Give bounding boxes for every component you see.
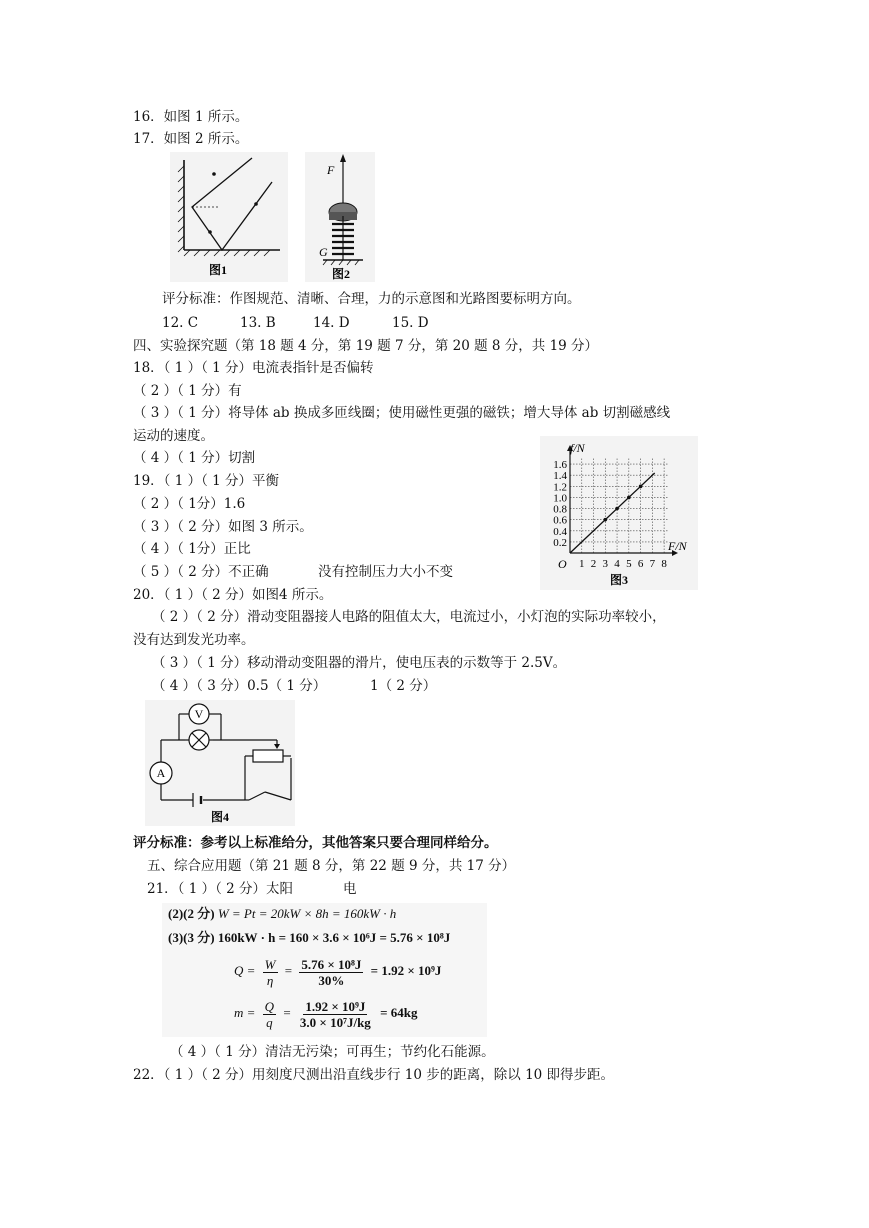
math-m-den2: 3.0 × 10⁷J/kg bbox=[299, 1014, 371, 1030]
answer-19-5: （ 5 ）（ 2 分）不正确 bbox=[133, 564, 269, 580]
chart-y-tick-label: 0.6 bbox=[553, 514, 567, 527]
chart-y-tick-label: 0.2 bbox=[553, 536, 567, 549]
chart-x-tick-label: 5 bbox=[626, 558, 632, 570]
answer-21-1: 21．（ 1 ）（ 2 分）太阳 bbox=[147, 881, 294, 897]
figure-2-spring-force bbox=[305, 152, 375, 282]
math-Q-num2: 5.76 × 10⁸J bbox=[301, 956, 362, 972]
scoring-note-1: 评分标准：作图规范、清晰、合理，力的示意图和光路图要标明方向。 bbox=[162, 291, 581, 307]
chart-y-tick-label: 0.8 bbox=[553, 503, 567, 516]
label-ammeter: A bbox=[156, 766, 166, 780]
figure-1-light-reflection bbox=[170, 152, 288, 282]
math-3 bbox=[168, 929, 450, 947]
math-3-expr: 160kW · h = 160 × 3.6 × 10⁶J = 5.76 × 10⁸J bbox=[217, 930, 451, 945]
answer-20-4-b: 1（ 2 分） bbox=[370, 678, 437, 694]
mc-answer-15: 15. D bbox=[392, 315, 429, 331]
chart-y-tick-label: 1.2 bbox=[553, 481, 567, 494]
math-Q bbox=[234, 955, 441, 988]
figure-3-chart bbox=[540, 436, 698, 590]
scoring-note-2: 评分标准：参考以上标准给分，其他答案只要合理同样给分。 bbox=[133, 835, 498, 851]
answer-18-4: （ 4 ）（ 1 分）切割 bbox=[133, 450, 256, 466]
chart-x-tick-label: 1 bbox=[579, 558, 585, 570]
math-Q-num: W bbox=[264, 956, 276, 972]
figure-2-caption: 图2 bbox=[331, 267, 351, 281]
chart-y-tick-label: 1.4 bbox=[553, 470, 567, 483]
answer-18-3-cont: 运动的速度。 bbox=[133, 428, 214, 444]
chart-data-point bbox=[639, 485, 643, 489]
chart-data-point bbox=[615, 507, 619, 511]
math-2-label: (2)(2 分) bbox=[168, 906, 215, 921]
chart-x-tick-label: 6 bbox=[637, 558, 644, 570]
answer-17: 17．如图 2 所示。 bbox=[133, 131, 249, 147]
math-Q-den: η bbox=[266, 972, 274, 988]
chart-x-tick-label: 4 bbox=[614, 558, 620, 570]
answer-19-4: （ 4 ）（ 1分）正比 bbox=[133, 541, 251, 557]
answer-18-1: 18．（ 1 ）（ 1 分）电流表指针是否偏转 bbox=[133, 360, 374, 376]
section-4-heading: 四、实验探究题（第 18 题 4 分，第 19 题 7 分，第 20 题 8 分，共 19 分） bbox=[133, 338, 599, 354]
label-F: F bbox=[327, 163, 335, 177]
mc-answer-12: 12. C bbox=[162, 315, 199, 331]
answer-20-2: （ 2 ）（ 2 分）滑动变阻器接人电路的阻值太大，电流过小，小灯泡的实际功率较小， bbox=[152, 609, 666, 625]
answer-18-3: （ 3 ）（ 1 分）将导体 ab 换成多匝线圈；使用磁性更强的磁铁；增大导体 ab 切割磁感线 bbox=[133, 405, 671, 421]
chart-x-label: F/N bbox=[668, 539, 687, 553]
figure-3-caption: 图3 bbox=[609, 573, 629, 587]
math-m-den: q bbox=[266, 1014, 273, 1030]
answer-19-2: （ 2 ）（ 1分）1.6 bbox=[133, 496, 246, 512]
chart-y-tick-label: 1.0 bbox=[553, 492, 567, 505]
math-m-result: = 64kg bbox=[380, 1005, 418, 1020]
math-3-label: (3)(3 分) bbox=[168, 930, 215, 945]
chart-origin-label: O bbox=[558, 557, 567, 571]
math-m-lhs: m = bbox=[234, 1005, 256, 1020]
chart-x-tick-label: 3 bbox=[602, 558, 609, 570]
answer-20-4: （ 4 ）（ 3 分）0.5（ 1 分） bbox=[152, 678, 327, 694]
answer-19-1: 19．（ 1 ）（ 1 分）平衡 bbox=[133, 473, 280, 489]
label-G: G bbox=[319, 245, 328, 259]
answer-20-2-cont: 没有达到发光功率。 bbox=[133, 632, 255, 648]
mc-answer-13: 13. B bbox=[240, 315, 276, 331]
answer-19-3: （ 3 ）（ 2 分）如图 3 所示。 bbox=[133, 519, 313, 535]
math-Q-den2: 30% bbox=[318, 972, 345, 988]
label-voltmeter: V bbox=[194, 707, 204, 721]
section-5-heading: 五、综合应用题（第 21 题 8 分，第 22 题 9 分，共 17 分） bbox=[147, 858, 516, 874]
math-Q-result: = 1.92 × 10⁹J bbox=[370, 963, 442, 978]
chart-x-tick-label: 7 bbox=[649, 558, 656, 570]
answer-20-1: 20．（ 1 ）（ 2 分）如图4 所示。 bbox=[133, 587, 333, 603]
math-m-num2: 1.92 × 10⁹J bbox=[305, 998, 366, 1014]
figure-4-circuit bbox=[145, 700, 295, 826]
math-Q-lhs: Q = bbox=[234, 963, 256, 978]
answer-19-5-reason: 没有控制压力大小不变 bbox=[318, 564, 453, 580]
figure-1-caption: 图1 bbox=[208, 263, 228, 277]
math-2 bbox=[168, 905, 396, 923]
chart-y-label: f/N bbox=[570, 441, 585, 455]
answer-16: 16．如图 1 所示。 bbox=[133, 109, 249, 125]
chart-x-tick-label: 2 bbox=[590, 558, 597, 570]
answer-20-3: （ 3 ）（ 1 分）移动滑动变阻器的滑片，使电压表的示数等于 2.5V。 bbox=[152, 655, 567, 671]
chart-data-point bbox=[627, 496, 631, 500]
answer-21-1-b: 电 bbox=[343, 881, 357, 897]
answer-21-4: （ 4 ）（ 1 分）清洁无污染；可再生；节约化石能源。 bbox=[170, 1044, 495, 1060]
math-2-expr: W = Pt = 20kW × 8h = 160kW · h bbox=[217, 906, 397, 921]
mc-answer-14: 14. D bbox=[313, 315, 350, 331]
figure-4-caption: 图4 bbox=[210, 810, 230, 824]
math-Q-eq: = bbox=[284, 963, 293, 978]
chart-y-tick-label: 0.4 bbox=[553, 525, 567, 538]
math-m bbox=[234, 997, 417, 1030]
math-block bbox=[162, 903, 487, 1037]
chart-x-tick-label: 8 bbox=[661, 558, 667, 570]
answer-18-2: （ 2 ）（ 1 分）有 bbox=[133, 383, 242, 399]
math-m-num: Q bbox=[264, 998, 275, 1014]
chart-y-tick-label: 1.6 bbox=[553, 459, 567, 472]
chart-data-point bbox=[603, 518, 607, 522]
answer-22-1: 22．（ 1 ）（ 2 分）用刻度尺测出沿直线步行 10 步的距离，除以 10 即得步距。 bbox=[133, 1067, 615, 1083]
math-m-eq: = bbox=[283, 1005, 291, 1020]
